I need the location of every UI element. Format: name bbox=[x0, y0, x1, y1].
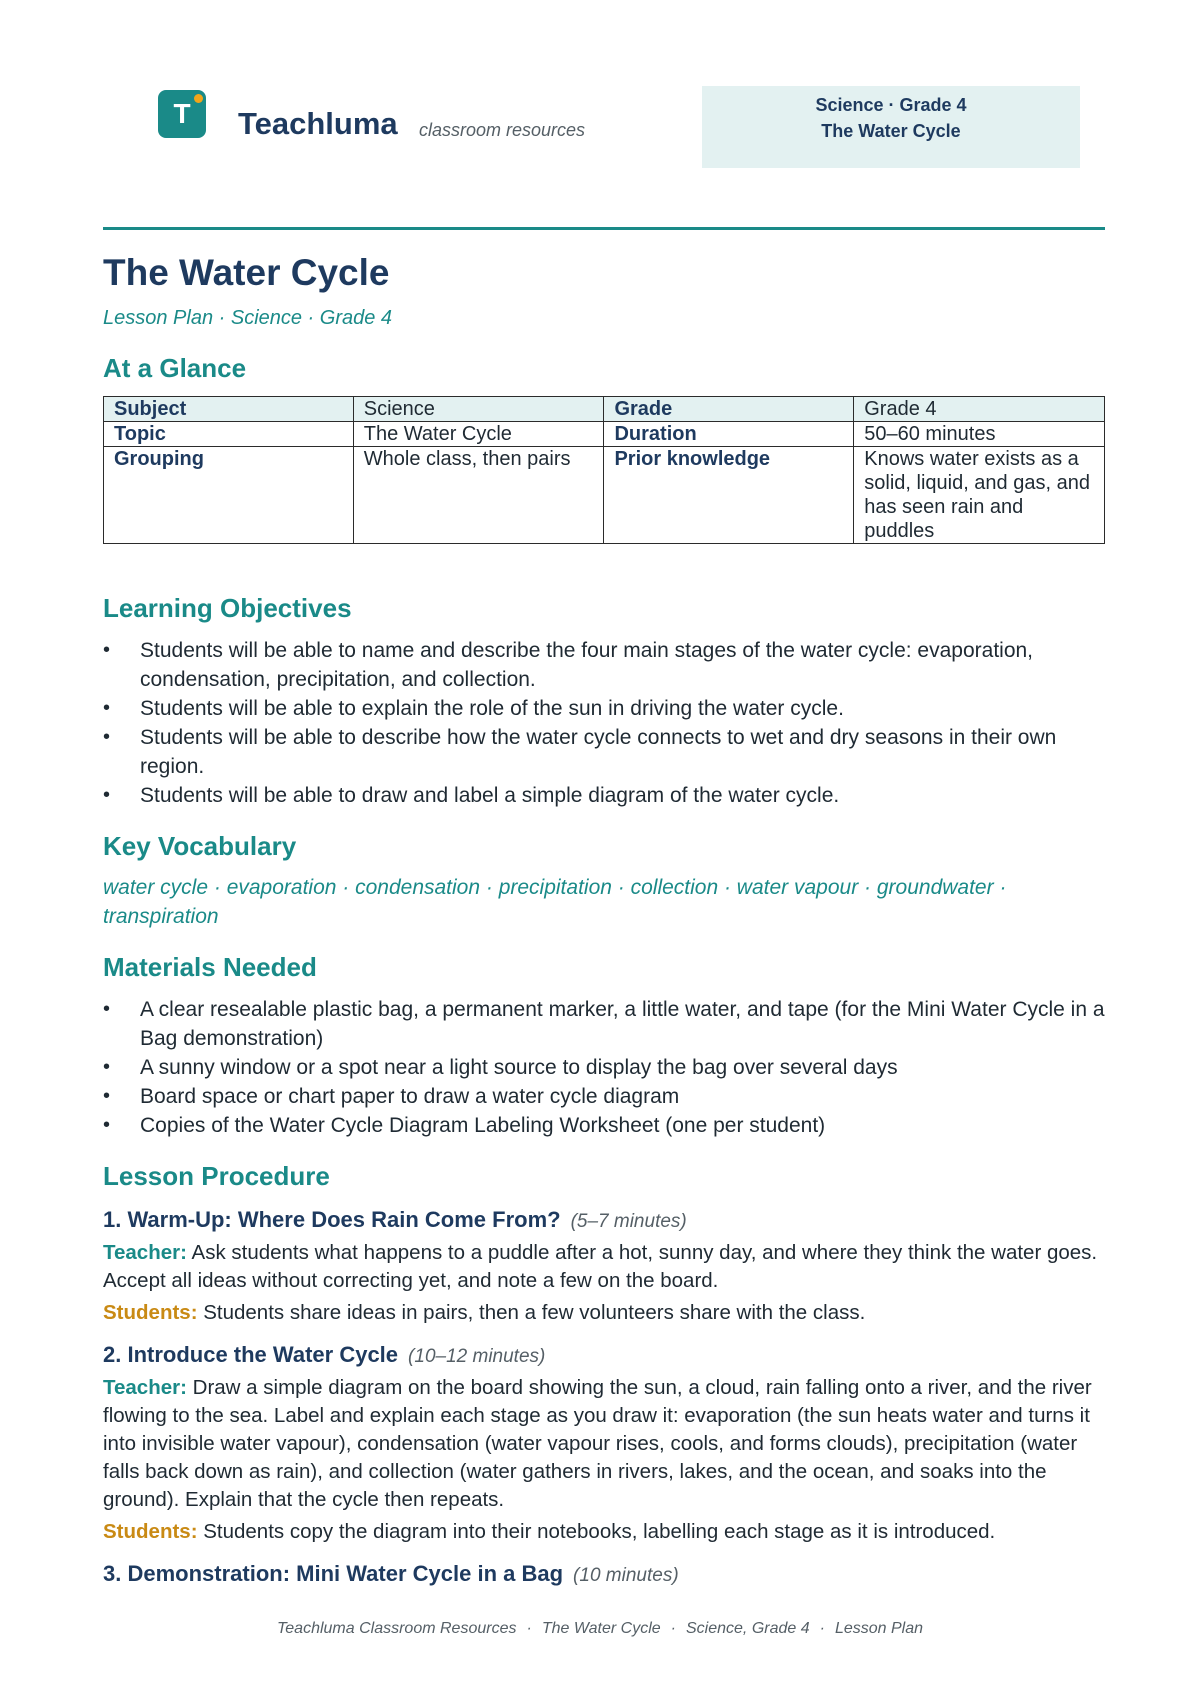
page-title: The Water Cycle bbox=[103, 252, 390, 293]
footer-topic: The Water Cycle bbox=[541, 1620, 661, 1637]
table-row bbox=[104, 447, 1105, 544]
footer-separator: · bbox=[670, 1620, 676, 1637]
table-key: Grouping bbox=[104, 447, 354, 544]
list-item: • A sunny window or a spot near a light source to display the bag over several days bbox=[103, 1053, 1105, 1082]
logo-letter: T bbox=[173, 98, 191, 129]
brand-logo-icon bbox=[158, 90, 206, 138]
step-duration: (5–7 minutes) bbox=[570, 1211, 687, 1232]
table-key: Prior knowledge bbox=[604, 447, 854, 544]
glance-table bbox=[103, 396, 1105, 544]
step-duration: (10 minutes) bbox=[573, 1565, 679, 1586]
page-footer bbox=[0, 1620, 1200, 1638]
section-heading-objectives: Learning Objectives bbox=[103, 593, 352, 623]
step-title bbox=[103, 1560, 1105, 1590]
students-label: Students: bbox=[103, 1520, 198, 1543]
table-row bbox=[104, 422, 1105, 447]
procedure-step bbox=[103, 1560, 1105, 1590]
teacher-label: Teacher: bbox=[103, 1241, 187, 1264]
step-title-text: 3. Demonstration: Mini Water Cycle in a Bag bbox=[103, 1561, 564, 1586]
list-item: • Board space or chart paper to draw a water cycle diagram bbox=[103, 1082, 1105, 1111]
table-key: Duration bbox=[604, 422, 854, 447]
teacher-text: Draw a simple diagram on the board showing the sun, a cloud, rain falling onto a river, and the river flowing to the sea. Label and explain each stage as you draw it: evaporation (the sun heats water and turns it into invisible water vapour), condensation (water vapour rises, cools, and forms clouds), precipitation (water falls back down as rain), and collection (water gathers in rivers, lakes, and the ocean, and soaks into the ground). Explain that the cycle then repeats. bbox=[103, 1376, 1092, 1511]
header-divider bbox=[103, 227, 1105, 230]
table-value: Knows water exists as a solid, liquid, and gas, and has seen rain and puddles bbox=[854, 447, 1105, 544]
page-header bbox=[103, 86, 1105, 168]
document-body bbox=[103, 250, 1105, 1590]
objectives-list bbox=[103, 636, 1105, 810]
materials-list bbox=[103, 995, 1105, 1140]
table-key: Topic bbox=[104, 422, 354, 447]
teacher-text: Ask students what happens to a puddle after a hot, sunny day, and where they think the water goes. Accept all ideas without correcting yet, and note a few on the board. bbox=[103, 1241, 1098, 1292]
step-duration: (10–12 minutes) bbox=[408, 1346, 546, 1367]
footer-subject: Science, Grade 4 bbox=[686, 1620, 810, 1637]
section-heading-procedure: Lesson Procedure bbox=[103, 1161, 330, 1191]
page-subtitle: Lesson Plan · Science · Grade 4 bbox=[103, 307, 393, 329]
section-heading-vocabulary: Key Vocabulary bbox=[103, 831, 297, 861]
meta-subject-grade: Science · Grade 4 bbox=[815, 95, 967, 115]
vocabulary-terms: water cycle · evaporation · condensation · precipitation · collection · water vapour · groundwater · transpiration bbox=[103, 876, 1007, 928]
table-key: Subject bbox=[104, 397, 354, 422]
brand-name: Teachluma bbox=[238, 106, 398, 141]
students-label: Students: bbox=[103, 1301, 198, 1324]
procedure-step bbox=[103, 1341, 1105, 1546]
table-value: 50–60 minutes bbox=[854, 422, 1105, 447]
meta-topic: The Water Cycle bbox=[821, 121, 961, 141]
table-value: Grade 4 bbox=[854, 397, 1105, 422]
step-title bbox=[103, 1206, 1105, 1236]
step-title-text: 2. Introduce the Water Cycle bbox=[103, 1342, 399, 1367]
list-item: • Students will be able to name and describe the four main stages of the water cycle: evaporation, condensation, precipitation, and collection. bbox=[103, 636, 1105, 694]
list-item: • Students will be able to draw and label a simple diagram of the water cycle. bbox=[103, 781, 1105, 810]
footer-publisher: Teachluma Classroom Resources bbox=[276, 1620, 517, 1637]
section-heading-materials: Materials Needed bbox=[103, 952, 317, 982]
step-title-text: 1. Warm-Up: Where Does Rain Come From? bbox=[103, 1207, 561, 1232]
table-value: The Water Cycle bbox=[353, 422, 604, 447]
students-text: Students share ideas in pairs, then a few volunteers share with the class. bbox=[203, 1301, 866, 1324]
list-item: • A clear resealable plastic bag, a permanent marker, a little water, and tape (for the Mini Water Cycle in a Bag demonstration) bbox=[103, 995, 1105, 1053]
footer-separator: · bbox=[819, 1620, 825, 1637]
list-item: • Students will be able to describe how the water cycle connects to wet and dry seasons in their own region. bbox=[103, 723, 1105, 781]
header-meta-box bbox=[702, 86, 1080, 168]
footer-separator: · bbox=[526, 1620, 532, 1637]
list-item: • Students will be able to explain the role of the sun in driving the water cycle. bbox=[103, 694, 1105, 723]
teacher-label: Teacher: bbox=[103, 1376, 187, 1399]
students-instruction bbox=[103, 1299, 1105, 1327]
students-text: Students copy the diagram into their notebooks, labelling each stage as it is introduced. bbox=[203, 1520, 996, 1543]
table-value: Whole class, then pairs bbox=[353, 447, 604, 544]
step-title bbox=[103, 1341, 1105, 1371]
table-row bbox=[104, 397, 1105, 422]
students-instruction bbox=[103, 1518, 1105, 1546]
brand-tagline: classroom resources bbox=[419, 120, 586, 140]
table-value: Science bbox=[353, 397, 604, 422]
logo-dot bbox=[194, 94, 203, 103]
teacher-instruction bbox=[103, 1239, 1105, 1295]
section-heading-glance: At a Glance bbox=[103, 353, 247, 383]
teacher-instruction bbox=[103, 1374, 1105, 1514]
procedure-step bbox=[103, 1206, 1105, 1327]
list-item: • Copies of the Water Cycle Diagram Labeling Worksheet (one per student) bbox=[103, 1111, 1105, 1140]
footer-doctype: Lesson Plan bbox=[834, 1620, 924, 1637]
table-key: Grade bbox=[604, 397, 854, 422]
